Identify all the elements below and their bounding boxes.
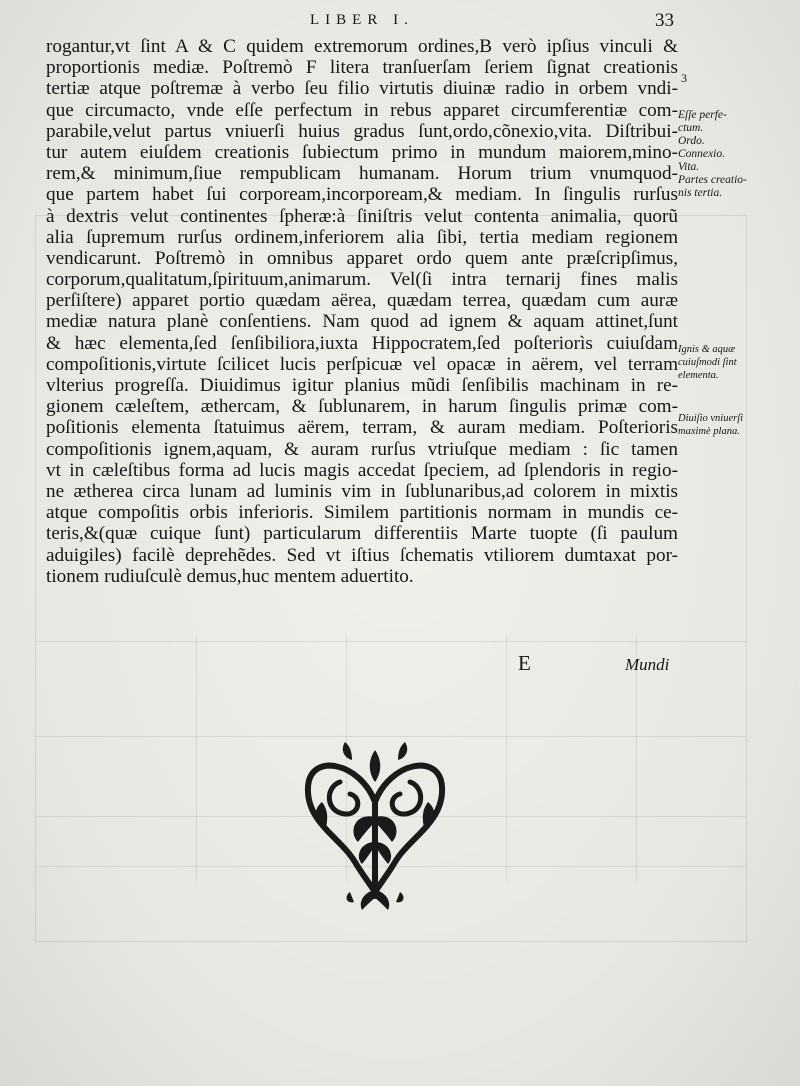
running-title: LIBER I. [310, 12, 414, 28]
text-line: ne ætherea circa lunam ad luminis vim in ſublunaribus,ad colorem in mixtis [46, 480, 678, 502]
text-line: vendicarunt. Poſtremò in omnibus apparet ordo quem ante præſcripſimus, [46, 247, 678, 269]
margin-numeral: 3 [681, 71, 687, 85]
text-line: proportionis mediæ. Poſtremò F litera tranſuerſam ſeriem ſignat creationis [46, 57, 678, 79]
text-line: corporum,qualitatum,ſpirituum,animarum. Vel(ſi intra ternarij fines malis [46, 269, 678, 291]
text-line: rogantur,vt ſint A & C quidem extremorum ordines,B verò ipſius vinculi & [46, 36, 678, 57]
text-line: atque compoſitis orbis inferioris. Similem partitionis normam in mundis ce- [46, 502, 678, 524]
text-line: compoſitionis ignem,aquam, & auram rurſus vtriuſque mediam : ſic tamen [46, 438, 678, 460]
text-line: perſiſtere) apparet portio quædam aërea, quædam terrea, quædam cum auræ [46, 290, 678, 312]
text-line: que circumacto, vnde eſſe perfectum in rebus apparet circumferentiæ com- [46, 99, 678, 121]
signature-mark: E [518, 651, 531, 675]
text-line: que partem habet ſui corpoream,incorpoream,& mediam. In ſingulis rurſus [46, 184, 678, 206]
text-line: à dextris velut continentes ſpheræ:à ſiniſtris velut contenta animalia, quorũ [46, 205, 678, 227]
text-line: teris,&(quæ cuique ſunt) particularum differentiis Marte tuopte (ſi paulum [46, 523, 678, 545]
floral-ornament [300, 742, 450, 914]
margin-note-esse-perfectum: Eſſe perfe- ctum. Ordo. Connexio. Vita. Partes creatio- nis tertia. [678, 109, 747, 199]
text-line: mediæ natura planè conſentiens. Nam quod ad ignem & aquam attinet,ſunt [46, 311, 678, 333]
text-line: tertiæ atque poſtremæ à verbo ſeu filio virtutis diuinæ radio in orbem vndi- [46, 78, 678, 100]
text-line: vlterius progreſſa. Diuidimus igitur planius mũdi ſenſibilis machinam in re- [46, 375, 678, 396]
text-line: vt in cæleſtibus forma ad lucis magis accedat ſpeciem, ad ſplendoris in regio- [46, 459, 678, 481]
text-line: rem,& minimum,ſiue rempublicam humanam. Horum trium vnumquod- [46, 163, 678, 185]
text-line: tionem rudiuſculè demus,huc mentem aduertito. [46, 565, 414, 587]
text-line: tur autem eiuſdem creationis ſubiectum primo in mundum maiorem,mino- [46, 141, 678, 163]
text-line: parabile,velut partus vniuerſi huius gradus ſunt,ordo,cõnexio,vita. Diſtribui- [46, 120, 678, 142]
page-header [0, 10, 800, 34]
text-line: poſitionis elementa ſtatuimus aërem, terram, & auram mediam. Poſterioris [46, 417, 678, 439]
main-text [46, 36, 678, 587]
margin-note-divisio: Diuiſio vniuerſi maximè plana. [678, 413, 744, 437]
text-line: compoſitionis,virtute ſcilicet lucis perſpicuæ vel opacæ in aërem, vel terram [46, 353, 678, 375]
margin-note-ignis-aqua: Ignis & aquæ cuiuſmodi ſint elementa. [678, 344, 737, 381]
text-line: aduigiles) facilè deprehẽdes. Sed vt iſtius ſchematis vtiliorem dumtaxat por- [46, 544, 678, 566]
text-line: & hæc elementa,ſed ſenſibiliora,iuxta Hippocratem,ſed poſteriorìs cuiuſdam [46, 332, 678, 354]
catchword: Mundi [625, 655, 670, 674]
text-line: alia ſupremum rurſus ordinem,inferiorem alia ſibi, tertia mediam regionem [46, 226, 678, 248]
text-line: gionem cæleſtem, æthercam, & ſublunarem, in harum ſingulis primæ com- [46, 396, 678, 418]
page-number: 33 [655, 10, 674, 31]
